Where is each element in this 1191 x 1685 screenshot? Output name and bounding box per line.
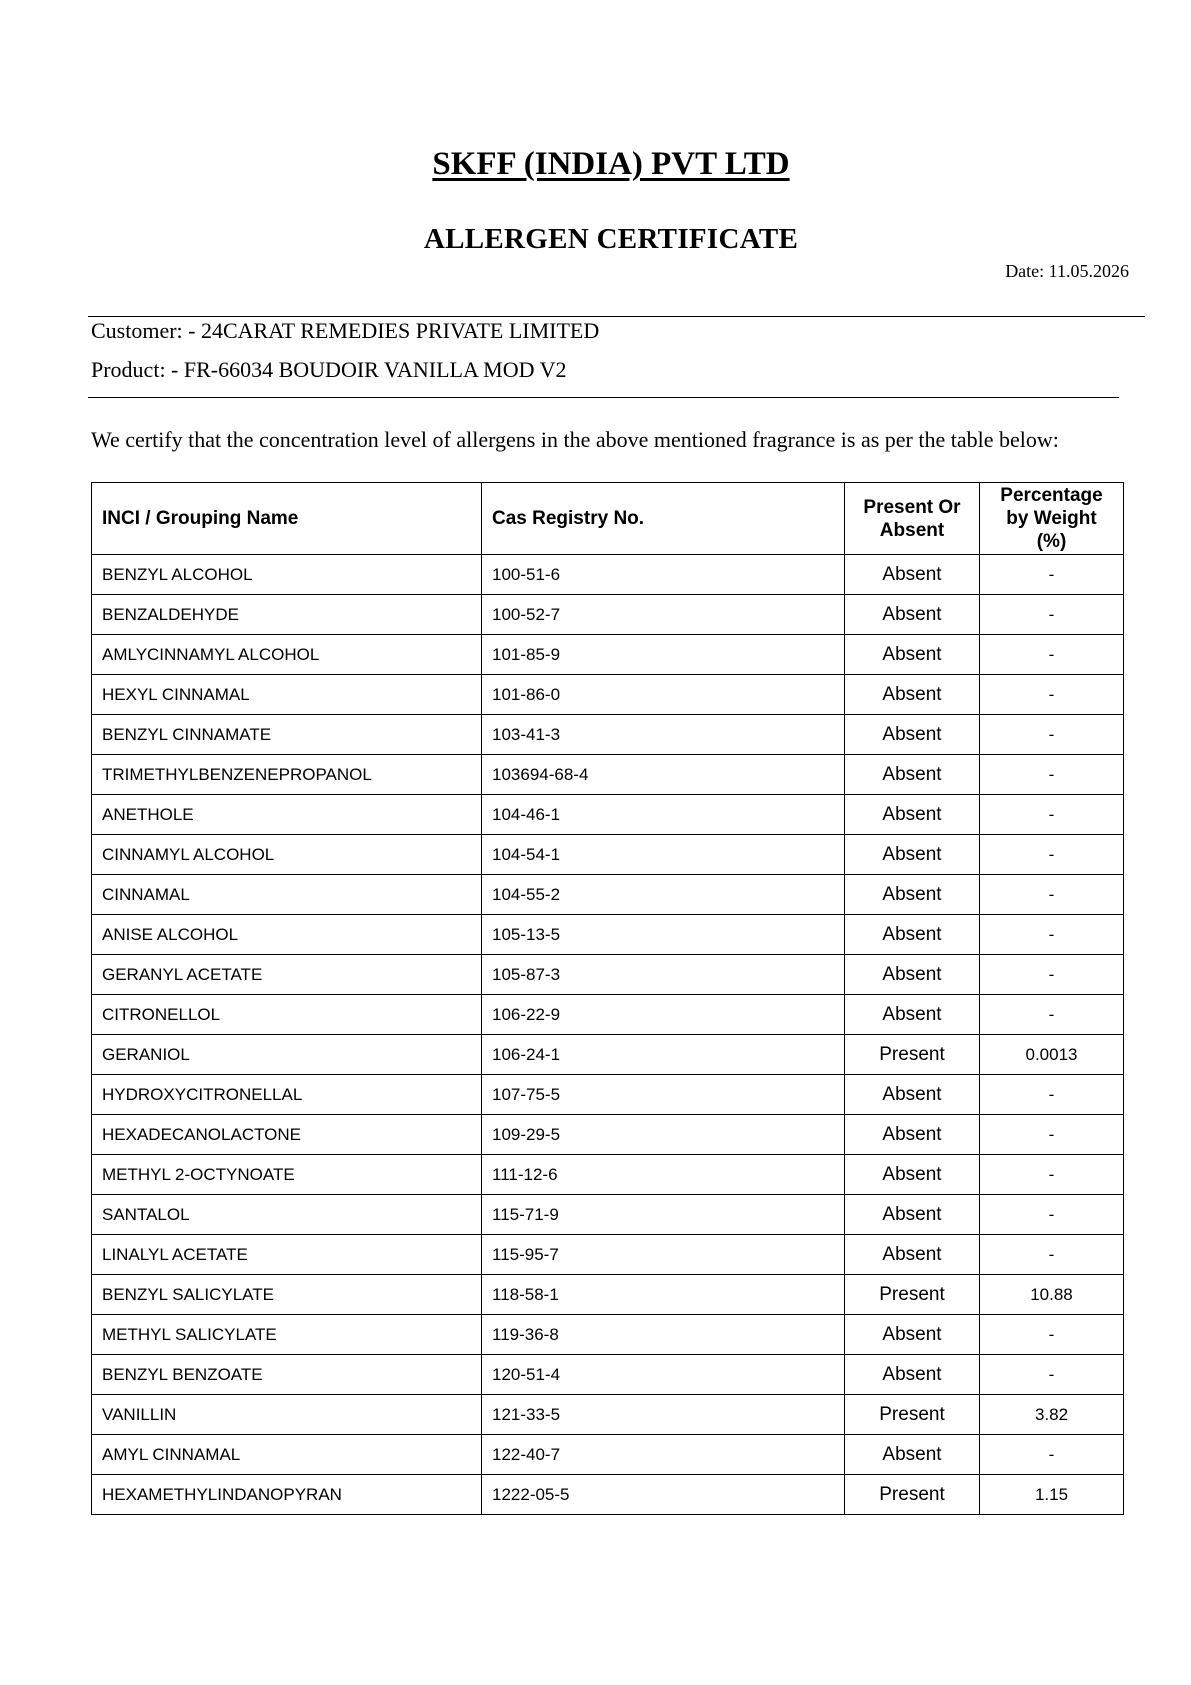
cell-presence: Absent	[845, 915, 980, 955]
cell-inci-name: AMYL CINNAMAL	[92, 1435, 482, 1475]
cell-presence: Absent	[845, 1115, 980, 1155]
cell-presence: Absent	[845, 995, 980, 1035]
cell-cas-number: 118-58-1	[482, 1275, 845, 1315]
cell-percentage: -	[980, 595, 1124, 635]
cell-presence: Absent	[845, 555, 980, 595]
table-row	[92, 915, 1124, 955]
cell-percentage: 3.82	[980, 1395, 1124, 1435]
cell-percentage: -	[980, 1195, 1124, 1235]
cell-inci-name: BENZALDEHYDE	[92, 595, 482, 635]
cell-percentage: -	[980, 915, 1124, 955]
cell-cas-number: 103-41-3	[482, 715, 845, 755]
cell-cas-number: 111-12-6	[482, 1155, 845, 1195]
cell-inci-name: BENZYL BENZOATE	[92, 1355, 482, 1395]
allergen-table	[91, 482, 1124, 1515]
cell-presence: Absent	[845, 955, 980, 995]
table-row	[92, 1115, 1124, 1155]
cell-percentage: -	[980, 1355, 1124, 1395]
cell-cas-number: 104-55-2	[482, 875, 845, 915]
table-row	[92, 1235, 1124, 1275]
cell-percentage: -	[980, 635, 1124, 675]
table-row	[92, 835, 1124, 875]
cell-percentage: 10.88	[980, 1275, 1124, 1315]
cell-inci-name: TRIMETHYLBENZENEPROPANOL	[92, 755, 482, 795]
cell-percentage: -	[980, 755, 1124, 795]
cell-presence: Present	[845, 1395, 980, 1435]
table-row	[92, 875, 1124, 915]
cell-cas-number: 1222-05-5	[482, 1475, 845, 1515]
cell-presence: Absent	[845, 755, 980, 795]
cell-presence: Absent	[845, 1315, 980, 1355]
cell-inci-name: METHYL SALICYLATE	[92, 1315, 482, 1355]
header-inci-name: INCI / Grouping Name	[92, 483, 482, 555]
cell-inci-name: HYDROXYCITRONELLAL	[92, 1075, 482, 1115]
table-row	[92, 755, 1124, 795]
cell-presence: Absent	[845, 1155, 980, 1195]
cell-presence: Absent	[845, 1075, 980, 1115]
cell-cas-number: 119-36-8	[482, 1315, 845, 1355]
header-present-or-absent: Present Or Absent	[845, 483, 980, 555]
certificate-title: ALLERGEN CERTIFICATE	[423, 223, 799, 255]
cell-inci-name: ANISE ALCOHOL	[92, 915, 482, 955]
table-row	[92, 675, 1124, 715]
cell-cas-number: 105-87-3	[482, 955, 845, 995]
table-row	[92, 635, 1124, 675]
table-row	[92, 1355, 1124, 1395]
company-name: SKFF (INDIA) PVT LTD	[432, 146, 790, 182]
cell-cas-number: 106-24-1	[482, 1035, 845, 1075]
cell-inci-name: BENZYL ALCOHOL	[92, 555, 482, 595]
cell-inci-name: CINNAMAL	[92, 875, 482, 915]
table-row	[92, 995, 1124, 1035]
cell-cas-number: 104-54-1	[482, 835, 845, 875]
cell-cas-number: 101-85-9	[482, 635, 845, 675]
cell-percentage: -	[980, 875, 1124, 915]
divider-bottom	[88, 397, 1119, 398]
header-cas-number: Cas Registry No.	[482, 483, 845, 555]
cell-percentage: -	[980, 1075, 1124, 1115]
table-row	[92, 1075, 1124, 1115]
cell-presence: Absent	[845, 835, 980, 875]
table-row	[92, 955, 1124, 995]
cell-cas-number: 105-13-5	[482, 915, 845, 955]
cell-percentage: -	[980, 835, 1124, 875]
cell-cas-number: 107-75-5	[482, 1075, 845, 1115]
cell-percentage: -	[980, 795, 1124, 835]
cell-presence: Absent	[845, 1355, 980, 1395]
cell-cas-number: 115-95-7	[482, 1235, 845, 1275]
cell-inci-name: AMLYCINNAMYL ALCOHOL	[92, 635, 482, 675]
table-row	[92, 715, 1124, 755]
cell-inci-name: CITRONELLOL	[92, 995, 482, 1035]
cell-inci-name: HEXAMETHYLINDANOPYRAN	[92, 1475, 482, 1515]
cell-inci-name: BENZYL CINNAMATE	[92, 715, 482, 755]
cell-inci-name: SANTALOL	[92, 1195, 482, 1235]
cell-cas-number: 120-51-4	[482, 1355, 845, 1395]
cell-percentage: -	[980, 955, 1124, 995]
table-row	[92, 1315, 1124, 1355]
cell-percentage: -	[980, 715, 1124, 755]
product-line: Product: - FR-66034 BOUDOIR VANILLA MOD V2	[91, 357, 567, 382]
cell-presence: Absent	[845, 1435, 980, 1475]
cell-cas-number: 100-51-6	[482, 555, 845, 595]
cell-cas-number: 100-52-7	[482, 595, 845, 635]
cell-percentage: -	[980, 1435, 1124, 1475]
cell-inci-name: GERANYL ACETATE	[92, 955, 482, 995]
cell-cas-number: 115-71-9	[482, 1195, 845, 1235]
cell-percentage: -	[980, 1115, 1124, 1155]
divider-top	[88, 316, 1145, 317]
cell-cas-number: 106-22-9	[482, 995, 845, 1035]
cell-percentage: -	[980, 1235, 1124, 1275]
cell-inci-name: ANETHOLE	[92, 795, 482, 835]
cell-cas-number: 122-40-7	[482, 1435, 845, 1475]
cell-inci-name: HEXADECANOLACTONE	[92, 1115, 482, 1155]
cell-percentage: 0.0013	[980, 1035, 1124, 1075]
cell-cas-number: 121-33-5	[482, 1395, 845, 1435]
cell-percentage: -	[980, 675, 1124, 715]
cell-cas-number: 104-46-1	[482, 795, 845, 835]
cell-presence: Present	[845, 1275, 980, 1315]
cell-inci-name: GERANIOL	[92, 1035, 482, 1075]
table-row	[92, 1155, 1124, 1195]
table-row	[92, 555, 1124, 595]
cell-cas-number: 103694-68-4	[482, 755, 845, 795]
cell-presence: Absent	[845, 875, 980, 915]
table-row	[92, 1195, 1124, 1235]
cell-inci-name: VANILLIN	[92, 1395, 482, 1435]
header-percentage-by-weight: Percentage by Weight (%)	[980, 483, 1124, 555]
cell-percentage: -	[980, 1315, 1124, 1355]
cell-presence: Absent	[845, 1235, 980, 1275]
cell-percentage: -	[980, 1155, 1124, 1195]
table-row	[92, 1035, 1124, 1075]
certificate-date: Date: 11.05.2026	[1005, 261, 1129, 281]
table-row	[92, 1475, 1124, 1515]
table-row	[92, 1275, 1124, 1315]
table-row	[92, 595, 1124, 635]
cell-presence: Absent	[845, 795, 980, 835]
cell-presence: Absent	[845, 675, 980, 715]
cell-inci-name: BENZYL SALICYLATE	[92, 1275, 482, 1315]
cell-percentage: 1.15	[980, 1475, 1124, 1515]
table-header-row	[92, 483, 1124, 555]
cell-percentage: -	[980, 995, 1124, 1035]
cell-presence: Absent	[845, 635, 980, 675]
cell-cas-number: 109-29-5	[482, 1115, 845, 1155]
table-body	[92, 555, 1124, 1515]
table-row	[92, 1435, 1124, 1475]
cell-cas-number: 101-86-0	[482, 675, 845, 715]
cell-presence: Present	[845, 1475, 980, 1515]
cell-inci-name: LINALYL ACETATE	[92, 1235, 482, 1275]
cell-presence: Absent	[845, 595, 980, 635]
cell-presence: Present	[845, 1035, 980, 1075]
cell-presence: Absent	[845, 1195, 980, 1235]
cell-inci-name: HEXYL CINNAMAL	[92, 675, 482, 715]
certification-statement: We certify that the concentration level of allergens in the above mentioned fragrance is as per the table below:	[91, 427, 1059, 452]
customer-line: Customer: - 24CARAT REMEDIES PRIVATE LIMITED	[91, 318, 600, 343]
cell-presence: Absent	[845, 715, 980, 755]
cell-inci-name: CINNAMYL ALCOHOL	[92, 835, 482, 875]
table-row	[92, 795, 1124, 835]
cell-inci-name: METHYL 2-OCTYNOATE	[92, 1155, 482, 1195]
cell-percentage: -	[980, 555, 1124, 595]
table-row	[92, 1395, 1124, 1435]
